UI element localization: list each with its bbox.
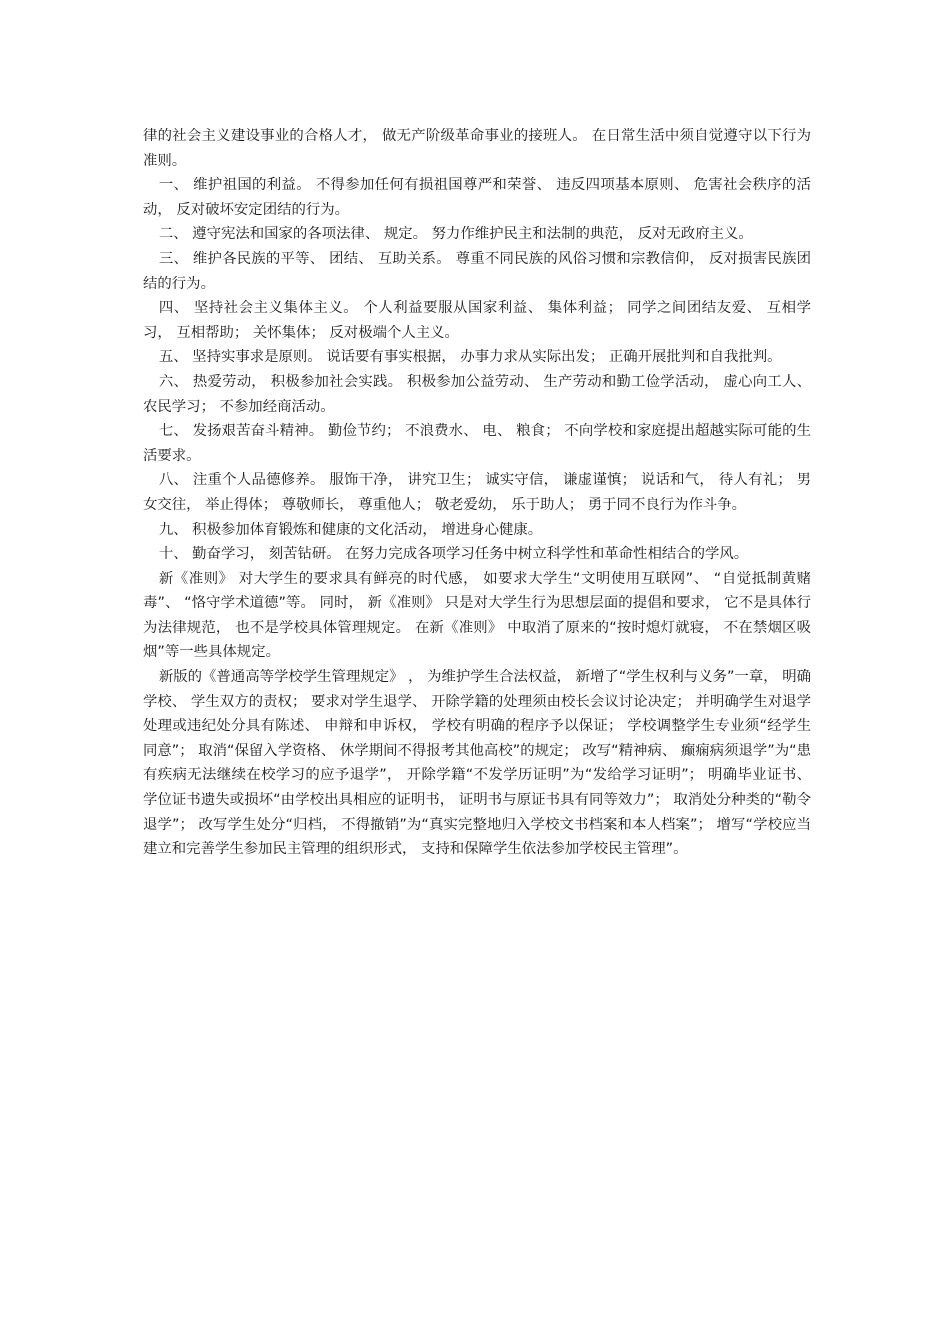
rule-1: 一、 维护祖国的利益。 不得参加任何有损祖国尊严和荣誉、 违反四项基本原则、 危害社会秩序的活动， 反对破坏安定团结的行为。	[143, 177, 811, 218]
rule-4: 四、 坚持社会主义集体主义。 个人利益要服从国家利益、 集体利益； 同学之间团结友爱、 互相学习， 互相帮助； 关怀集体； 反对极端个人主义。	[143, 300, 811, 341]
rule-2: 二、 遵守宪法和国家的各项法律、 规定。 努力作维护民主和法制的典范， 反对无政府主义。	[158, 226, 753, 243]
new-regulations-paragraph: 新版的《普通高等学校学生管理规定》 ， 为维护学生合法权益， 新增了“学生权利与义务”一章， 明确学校、 学生双方的责权； 要求对学生退学、 开除学籍的处理须由校长会议讨论决定； 并明确学生对退学处理或违纪处分具有陈述、 申辩和申诉权， 学校有明确的程序予以保证； 学校调整学生专业须“经学生同意”； 取消“保留入学资格、 休学期间不得报考其他高校”的规定； 改写“精神病、 癫痫病须退学”为“患有疾病无法继续在校学习的应予退学”， 开除学籍“不发学历证明”为“发给学习证明”； 明确毕业证书、 学位证书遗失或损坏“由学校出具相应的证明书， 证明书与原证书具有同等效力”； 取消处分种类的“勒令退学”； 改写学生处分“归档， 不得撤销”为“真实完整地归入学校文书档案和本人档案”； 增写“学校应当建立和完善学生参加民主管理的组织形式， 支持和保障学生依法参加学校民主管理”。	[143, 669, 811, 858]
intro-paragraph: 律的社会主义建设事业的合格人才， 做无产阶级革命事业的接班人。 在日常生活中须自觉遵守以下行为准则。	[143, 128, 811, 169]
rule-9: 九、 积极参加体育锻炼和健康的文化活动， 增进身心健康。	[158, 521, 543, 538]
rule-8: 八、 注重个人品德修养。 服饰干净， 讲究卫生； 诚实守信， 谦虚谨慎； 说话和气， 待人有礼； 男女交往， 举止得体； 尊敬师长， 尊重他人； 敬老爱幼， 乐于助人； 勇于同不良行为作斗争。	[143, 472, 811, 513]
rule-5: 五、 坚持实事求是原则。 说话要有事实根据， 办事力求从实际出发； 正确开展批判和自我批判。	[158, 349, 782, 366]
rule-3: 三、 维护各民族的平等、 团结、 互助关系。 尊重不同民族的风俗习惯和宗教信仰， 反对损害民族团结的行为。	[143, 250, 811, 292]
new-rules-paragraph: 新《准则》 对大学生的要求具有鲜亮的时代感， 如要求大学生“文明使用互联网”、 “自觉抵制黄赌毒”、 “恪守学术道德”等。 同时， 新《准则》 只是对大学生行为思想层面的提倡和要求， 它不是具体行为法律规范， 也不是学校具体管理规定。 在新《准则》 中取消了原来的“按时熄灯就寝， 不在禁烟区吸烟”等一些具体规定。	[143, 570, 811, 661]
rule-7: 七、 发扬艰苦奋斗精神。 勤俭节约； 不浪费水、 电、 粮食； 不向学校和家庭提出超越实际可能的生活要求。	[143, 423, 811, 464]
rule-6: 六、 热爱劳动， 积极参加社会实践。 积极参加公益劳动、 生产劳动和勤工俭学活动， 虚心向工人、 农民学习； 不参加经商活动。	[143, 373, 811, 415]
rule-10: 十、 勤奋学习， 刻苦钻研。 在努力完成各项学习任务中树立科学性和革命性相结合的学风。	[158, 546, 749, 563]
document-body	[143, 124, 811, 862]
